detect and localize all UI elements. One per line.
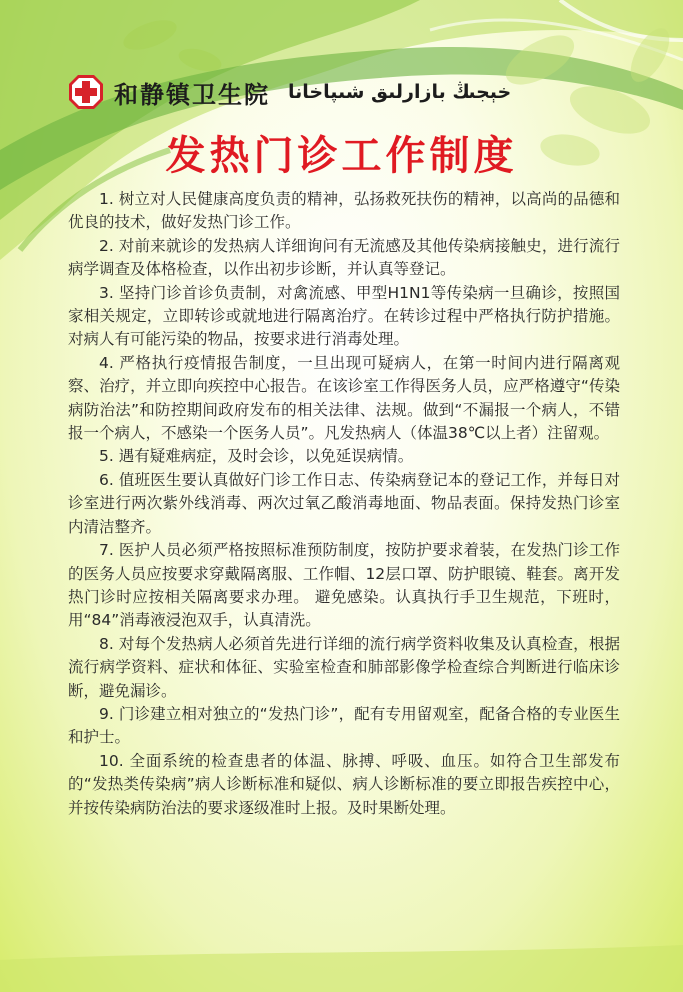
rule-item: 5. 遇有疑难病症，及时会诊，以免延误病情。 [99, 447, 414, 466]
rule-item: 6. 值班医生要认真做好门诊工作日志、传染病登记本的登记工作，并每日对诊室进行两次紫外线消毒、两次过氧乙酸消毒地面、物品表面。保持发热门诊室内清洁整齐。 [68, 470, 620, 536]
rule-item: 4. 严格执行疫情报告制度，一旦出现可疑病人，在第一时间内进行隔离观察、治疗，并立即向疾控中心报告。在该诊室工作得医务人员，应严格遵守“传染病防治法”和防控期间政府发布的相关法律、法规。做到“不漏报一个病人，不错报一个病人，不感染一个医务人员”。凡发热病人（体温38℃以上者）注留观。 [68, 353, 620, 443]
rule-item: 8. 对每个发热病人必须首先进行详细的流行病学资料收集及认真检查，根据流行病学资料、症状和体征、实验室检查和肺部影像学检查综合判断进行临床诊断，避免漏诊。 [68, 634, 620, 700]
rules-list [68, 188, 620, 820]
rule-item: 9. 门诊建立相对独立的“发热门诊”，配有专用留观室，配备合格的专业医生和护士。 [68, 704, 620, 747]
rule-item: 2. 对前来就诊的发热病人详细询问有无流感及其他传染病接触史，进行流行病学调查及体格检查，以作出初步诊断，并认真等登记。 [68, 236, 620, 279]
rule-item: 7. 医护人员必须严格按照标准预防制度，按防护要求着装，在发热门诊工作的医务人员应按要求穿戴隔离服、工作帽、12层口罩、防护眼镜、鞋套。离开发热门诊时应按相关隔离要求办理。 避免感染。认真执行手卫生规范，下班时，用“84”消毒液浸泡双手，认真清洗。 [68, 541, 620, 630]
rule-item: 3. 坚持门诊首诊负责制，对禽流感、甲型H1N1等传染病一旦确诊，按照国家相关规定，立即转诊或就地进行隔离治疗。在转诊过程中严格执行防护措施。对病人有可能污染的物品，按要求进行消毒处理。 [68, 283, 620, 349]
rule-item: 1. 树立对人民健康高度负责的精神，弘扬救死扶伤的精神，以高尚的品德和优良的技术，做好发热门诊工作。 [68, 190, 620, 232]
header [68, 74, 511, 110]
hospital-name-uyghur: خېجىڭ بازارلىق شىپاخانا [288, 81, 512, 103]
page-title: 发热门诊工作制度 [165, 133, 518, 179]
red-cross-icon [68, 74, 104, 110]
hospital-name: 和静镇卫生院 [114, 80, 270, 109]
rule-item: 10. 全面系统的检查患者的体温、脉搏、呼吸、血压。如符合卫生部发布的“发热类传染病”病人诊断标准和疑似、病人诊断标准的要立即报告疾控中心，并按传染病防治法的要求逐级准时上报。及时果断处理。 [68, 751, 620, 817]
